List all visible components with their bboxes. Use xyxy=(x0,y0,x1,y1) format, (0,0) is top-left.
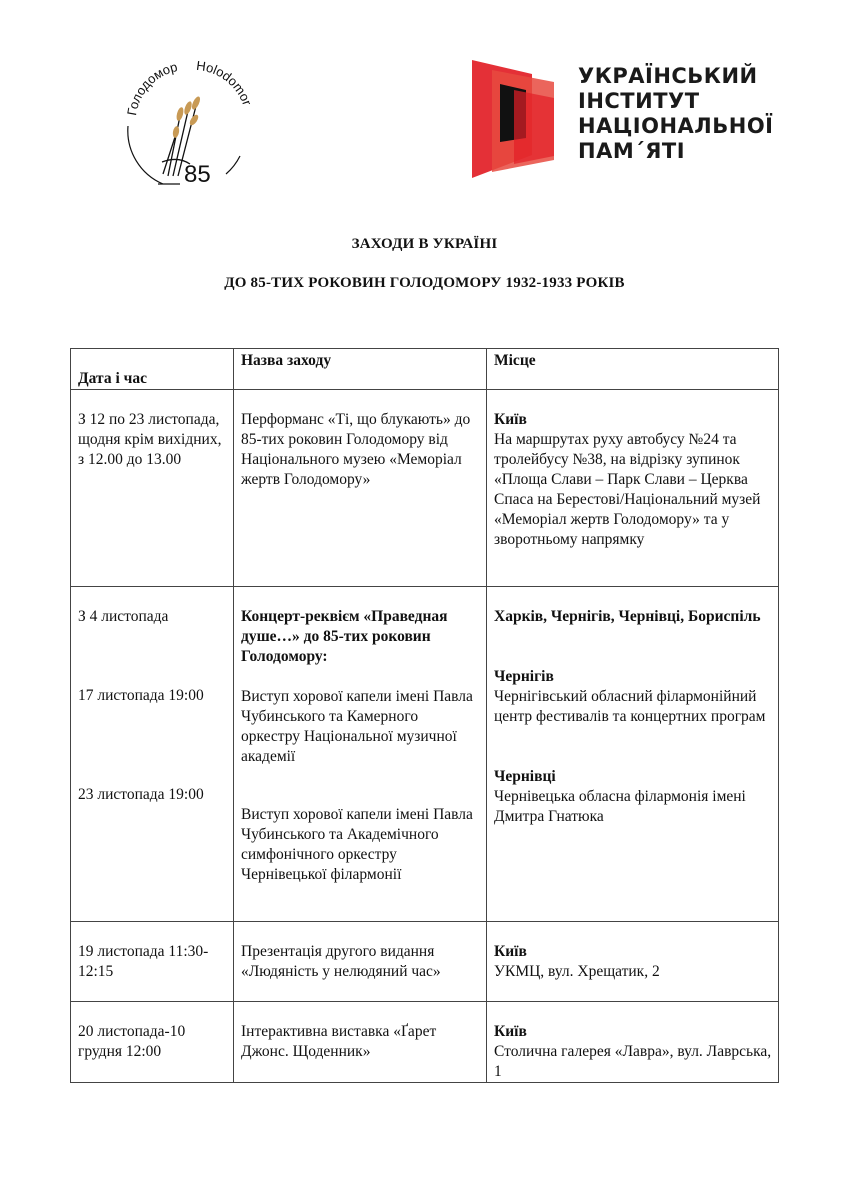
logo-arc-text-right: Holodomor xyxy=(195,57,255,108)
event-place xyxy=(487,587,779,922)
event-place xyxy=(487,922,779,1002)
event-date xyxy=(71,587,234,922)
institute-name-line: НАЦІОНАЛЬНОЇ xyxy=(578,114,774,138)
table-row xyxy=(71,587,779,922)
event-name xyxy=(234,587,487,922)
event-place-main: Харків, Чернігів, Чернівці, Бориспіль xyxy=(494,608,761,625)
event-date-sub: 17 листопада 19:00 xyxy=(78,687,204,704)
event-name: Інтерактивна виставка «Ґарет Джонс. Щоденник» xyxy=(234,1002,487,1083)
table-header-row xyxy=(71,349,779,390)
event-place xyxy=(487,390,779,587)
logo-arc-text-left: Голодомор xyxy=(124,59,179,117)
event-place xyxy=(487,1002,779,1083)
uinp-logo xyxy=(470,60,774,185)
event-date: З 12 по 23 листопада, щодня крім вихідних, з 12.00 до 13.00 xyxy=(71,390,234,587)
institute-name-line: УКРАЇНСЬКИЙ xyxy=(578,64,758,88)
institute-name xyxy=(578,64,774,164)
event-name-sub: Виступ хорової капели імені Павла Чубинського та Академічного симфонічного оркестру Чернівецької філармонії xyxy=(241,806,473,883)
event-address: УКМЦ, вул. Хрещатик, 2 xyxy=(494,963,660,980)
table-row xyxy=(71,922,779,1002)
event-date: 19 листопада 11:30-12:15 xyxy=(71,922,234,1002)
events-table xyxy=(70,348,779,1083)
holodomor-85-logo xyxy=(118,56,258,196)
event-city: Київ xyxy=(494,943,527,960)
svg-text:Holodomor xyxy=(196,58,256,108)
event-address: На маршрутах руху автобусу №24 та тролейбусу №38, на відрізку зупинок «Площа Слави – Парк Слави – Церква Спаса на Берестові/Національний музей «Меморіал жертв Голодомору» та у зворотньому напрямку xyxy=(494,431,761,548)
table-row xyxy=(71,390,779,587)
event-city: Чернівці xyxy=(494,768,556,785)
event-city: Київ xyxy=(494,1023,527,1040)
event-name: Перформанс «Ті, що блукають» до 85-тих роковин Голодомору від Національного музею «Меморіал жертв Голодомору» xyxy=(234,390,487,587)
svg-text:Голодомор xyxy=(124,59,179,116)
event-date-main: З 4 листопада xyxy=(78,608,169,625)
document-title: ЗАХОДИ В УКРАЇНІ xyxy=(351,236,498,252)
event-address: Чернігівський обласний філармонійний центр фестивалів та концертних програм xyxy=(494,688,766,725)
event-name: Презентація другого видання «Людяність у нелюдяний час» xyxy=(234,922,487,1002)
event-name-sub: Виступ хорової капели імені Павла Чубинського та Камерного оркестру Національної музичної академії xyxy=(241,688,473,765)
event-address: Чернівецька обласна філармонія імені Дмитра Гнатюка xyxy=(494,788,746,825)
header-date: Дата і час xyxy=(71,349,234,390)
table-row xyxy=(71,1002,779,1083)
uinp-emblem-icon xyxy=(470,60,570,185)
event-city: Київ xyxy=(494,411,527,428)
event-name-main: Концерт-реквієм «Праведная душе…» до 85-тих роковин Голодомору: xyxy=(241,608,448,665)
event-city: Чернігів xyxy=(494,668,554,685)
institute-name-line: ІНСТИТУТ xyxy=(578,89,700,113)
institute-name-line: ПАМ´ЯТІ xyxy=(578,139,686,163)
event-date: 20 листопада-10 грудня 12:00 xyxy=(71,1002,234,1083)
event-date-sub: 23 листопада 19:00 xyxy=(78,786,204,803)
document-subtitle: ДО 85-ТИХ РОКОВИН ГОЛОДОМОРУ 1932-1933 РОКІВ xyxy=(224,275,625,291)
header-name: Назва заходу xyxy=(234,349,487,390)
logo-number: 85 xyxy=(184,161,211,188)
event-address: Столична галерея «Лавра», вул. Лаврська, 1 xyxy=(494,1043,772,1080)
header-place: Місце xyxy=(487,349,779,390)
